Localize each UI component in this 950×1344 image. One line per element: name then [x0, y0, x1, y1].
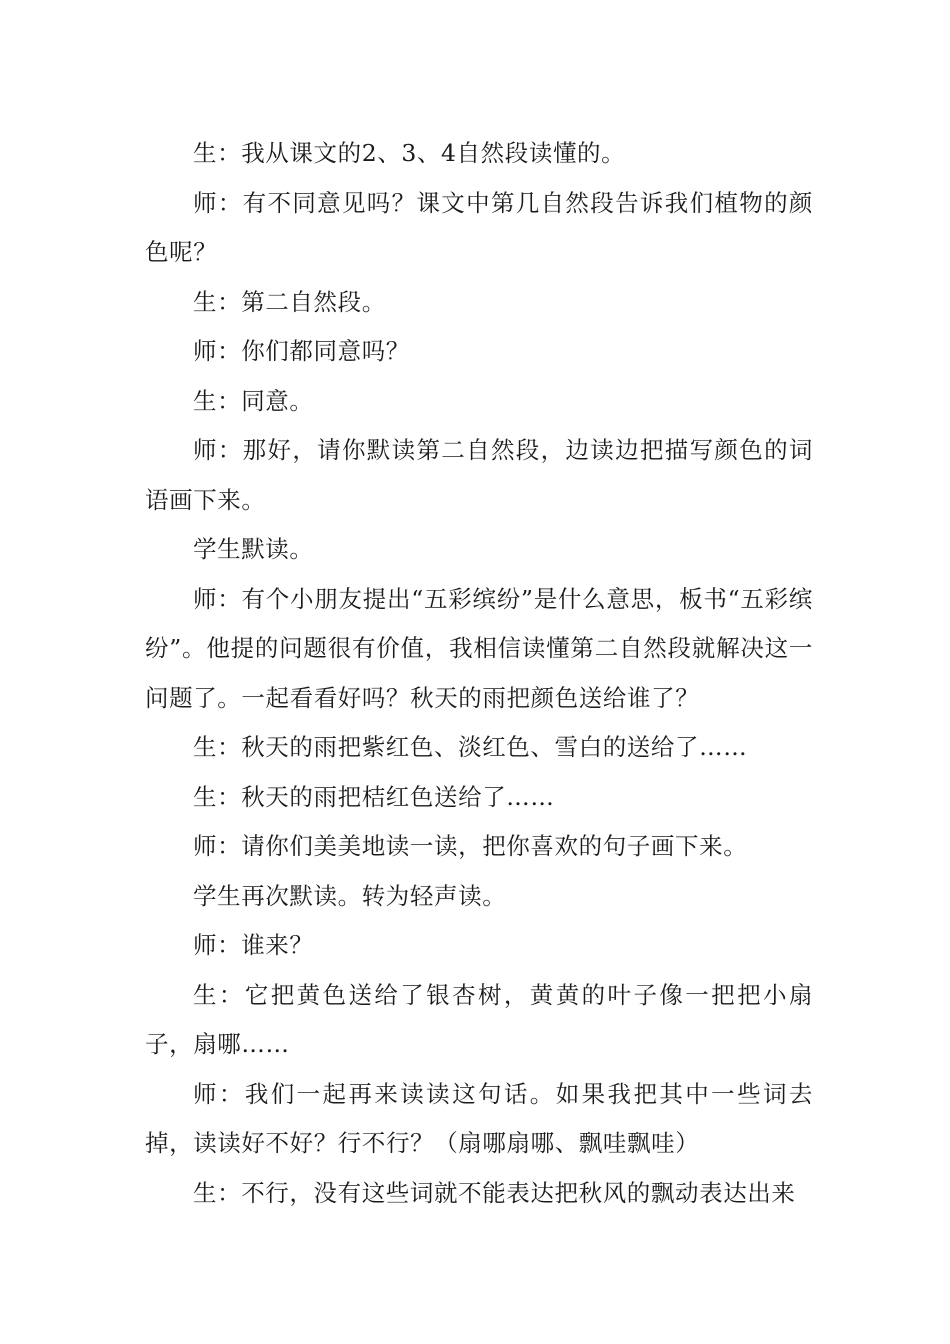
dialogue-paragraph-1: 生：我从课文的2、3、4自然段读懂的。 — [193, 139, 626, 167]
dialogue-paragraph-13: 师：谁来？ — [193, 931, 314, 959]
dialogue-paragraph-5: 生：同意。 — [193, 386, 314, 415]
dialogue-paragraph-4: 师：你们都同意吗？ — [193, 337, 410, 365]
dialogue-paragraph-3: 生：第二自然段。 — [193, 287, 386, 316]
dialogue-paragraph-12: 学生再次默读。转为轻声读。 — [193, 881, 507, 910]
dialogue-paragraph-2: 师：有不同意见吗？课文中第几自然段告诉我们植物的颜色呢？ — [145, 188, 813, 266]
dialogue-paragraph-6: 师：那好，请你默读第二自然段，边读边把描写颜色的词语画下来。 — [145, 436, 813, 514]
dialogue-paragraph-7: 学生默读。 — [193, 535, 314, 563]
dialogue-paragraph-9: 生：秋天的雨把紫红色、淡红色、雪白的送给了…… — [193, 733, 748, 761]
document-body — [145, 129, 813, 1218]
dialogue-paragraph-16: 生：不行，没有这些词就不能表达把秋风的飘动表达出来 — [193, 1178, 796, 1207]
dialogue-paragraph-14: 生：它把黄色送给了银杏树，黄黄的叶子像一把把小扇子，扇哪…… — [145, 980, 813, 1058]
dialogue-paragraph-11: 师：请你们美美地读一读，把你喜欢的句子画下来。 — [193, 832, 748, 860]
dialogue-paragraph-8: 师：有个小朋友提出“五彩缤纷”是什么意思，板书“五彩缤纷”。他提的问题很有价值，我相信读懂第二自然段就解决这一问题了。一起看看好吗？秋天的雨把颜色送给谁了？ — [145, 584, 813, 712]
dialogue-paragraph-10: 生：秋天的雨把桔红色送给了…… — [193, 782, 555, 811]
dialogue-paragraph-15: 师：我们一起再来读读这句话。如果我把其中一些词去掉，读读好不好？行不行？（扇哪扇哪、飘哇飘哇） — [145, 1079, 813, 1157]
